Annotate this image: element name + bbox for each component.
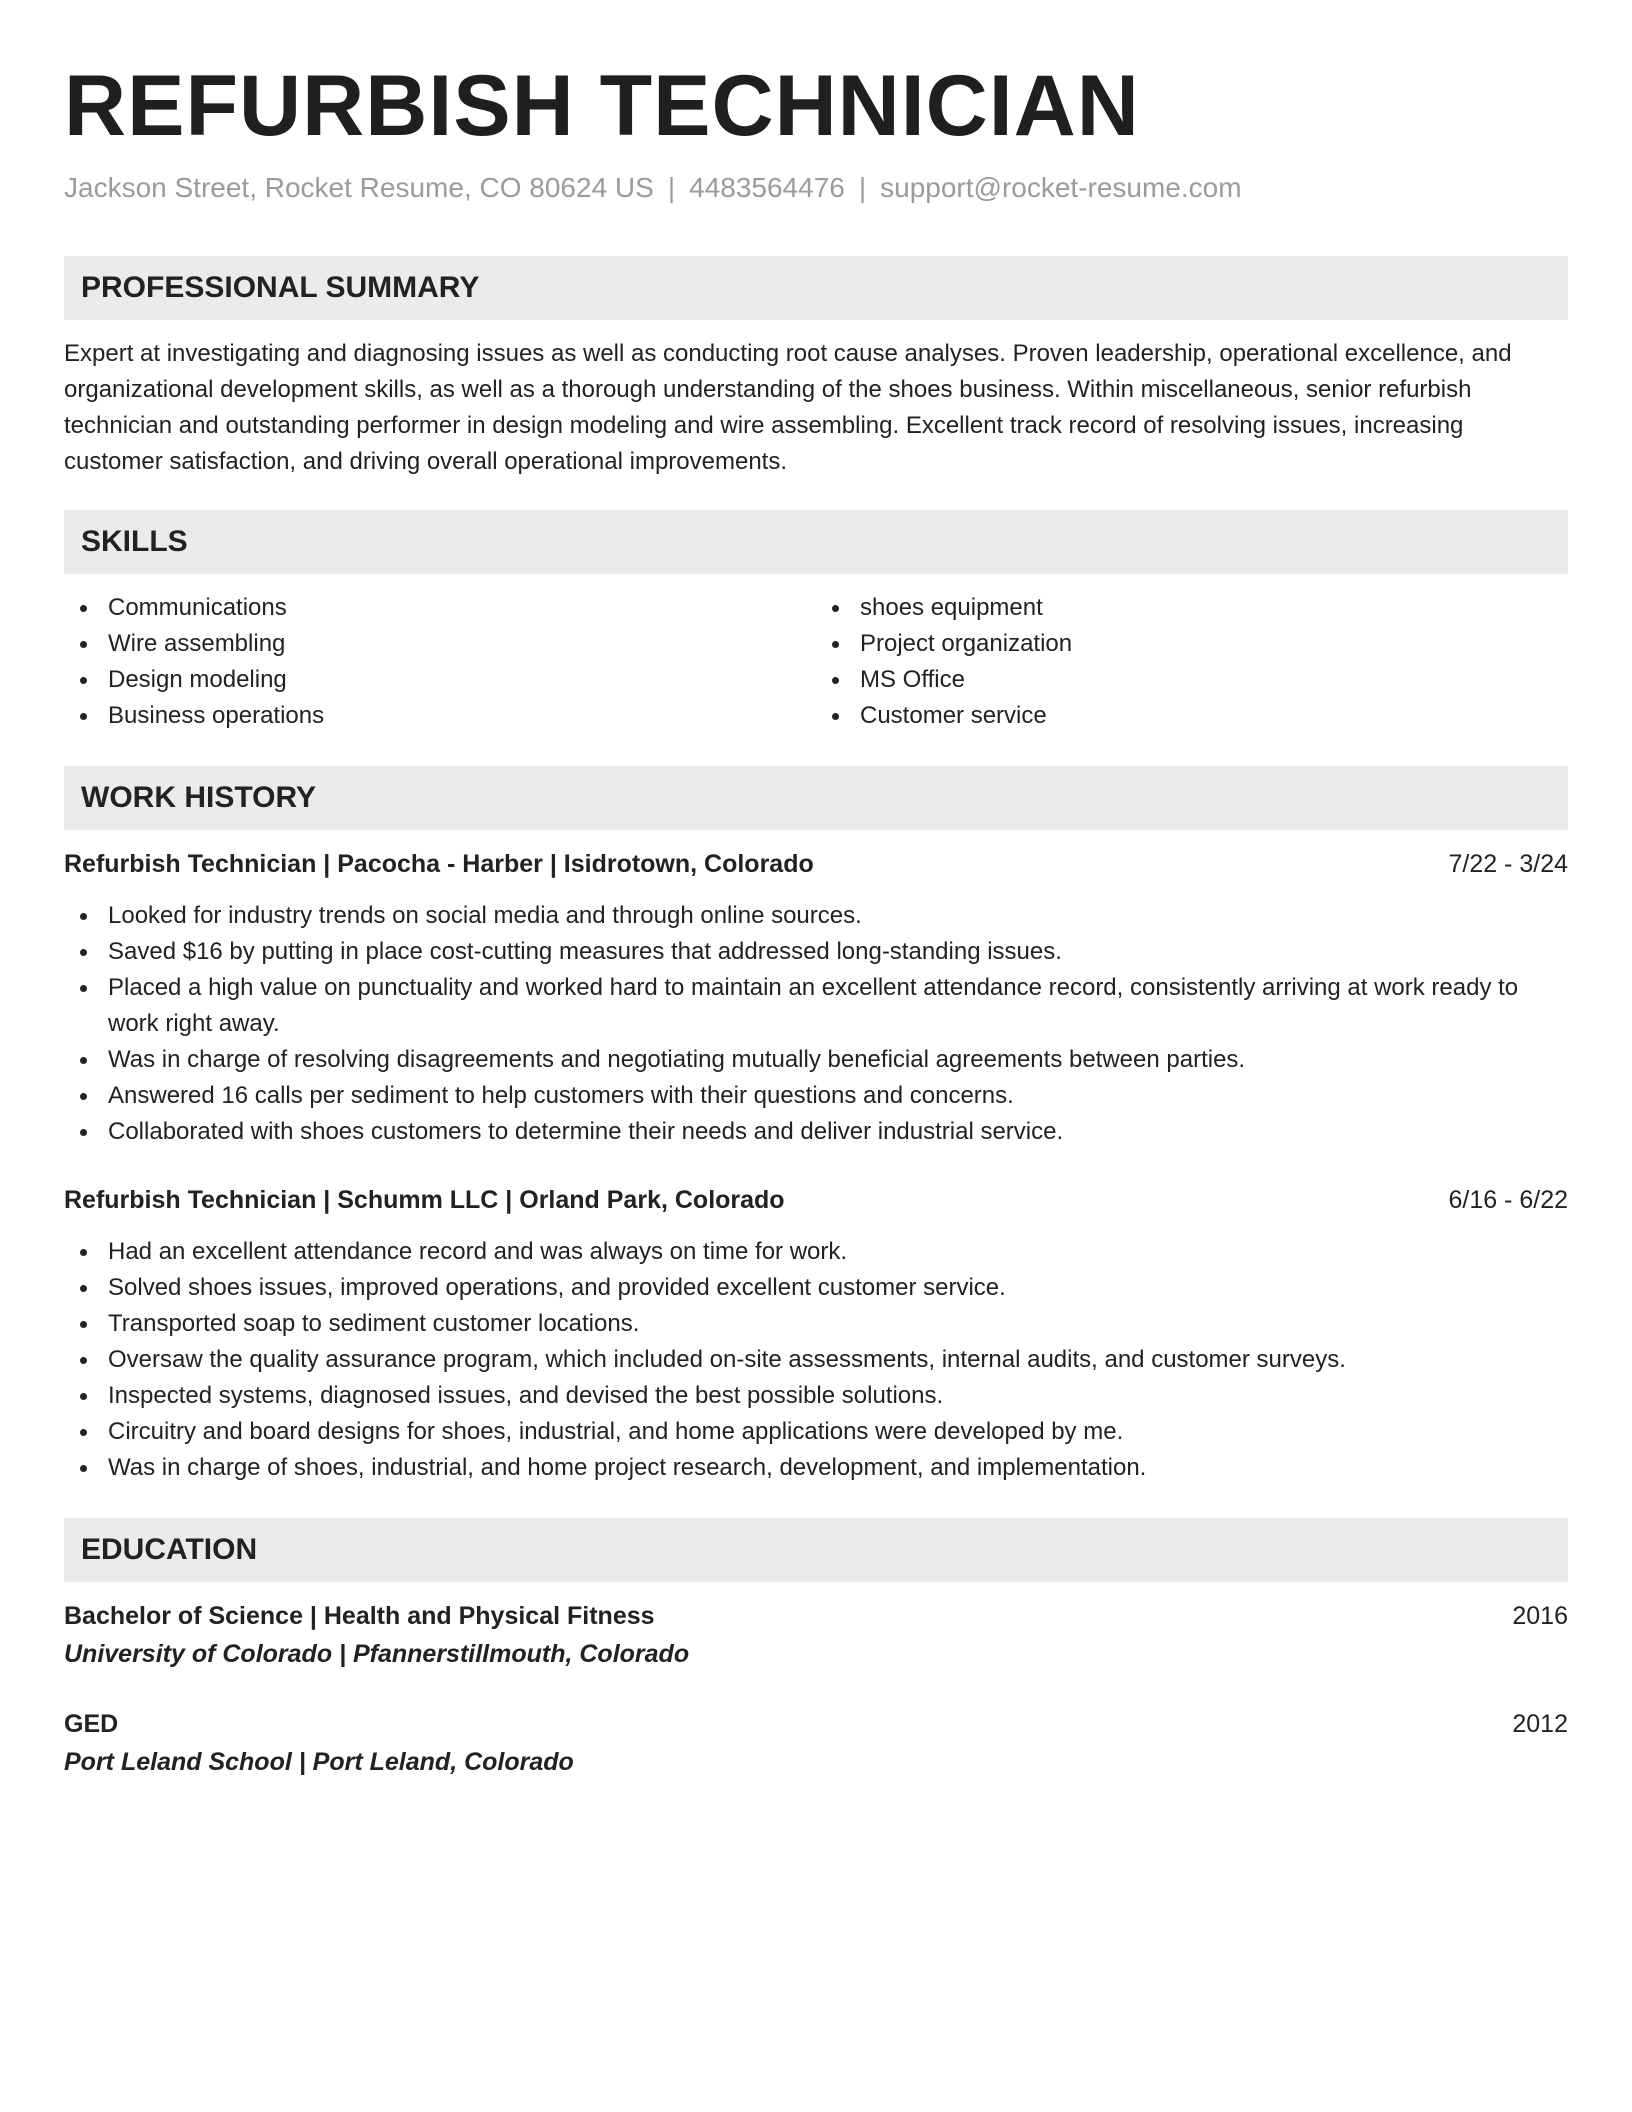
education-year: 2016 <box>1512 1602 1568 1630</box>
job-duty: Had an excellent attendance record and was always on time for work. <box>64 1234 1568 1270</box>
skill-item: Customer service <box>816 698 1568 734</box>
job-duty: Solved shoes issues, improved operations, and provided excellent customer service. <box>64 1270 1568 1306</box>
contact-line <box>64 170 1568 206</box>
job-entry <box>64 1182 1568 1486</box>
skill-item: shoes equipment <box>816 590 1568 626</box>
education-entry <box>64 1598 1568 1674</box>
job-dates: 6/16 - 6/22 <box>1448 1186 1568 1214</box>
contact-email: support@rocket-resume.com <box>880 172 1242 203</box>
skills-section-header: SKILLS <box>64 510 1568 574</box>
summary-text: Expert at investigating and diagnosing issues as well as conducting root cause analyses. Proven leadership, operational excellence, and organizational development skills, as well as a thorough understanding of the shoes business. Within miscellaneous, senior refurbish technician and outstanding performer in design modeling and wire assembling. Excellent track record of resolving issues, increasing customer satisfaction, and driving overall operational improvements. <box>64 340 1512 475</box>
job-title: Refurbish Technician | Schumm LLC | Orland Park, Colorado <box>64 1186 785 1214</box>
education-section-header: EDUCATION <box>64 1518 1568 1582</box>
job-entry <box>64 846 1568 1150</box>
contact-separator: | <box>858 172 867 203</box>
education-school: University of Colorado | Pfannerstillmouth, Colorado <box>64 1640 690 1668</box>
job-duty: Transported soap to sediment customer locations. <box>64 1306 1568 1342</box>
job-duty: Saved $16 by putting in place cost-cutting measures that addressed long-standing issues. <box>64 934 1568 970</box>
job-dates: 7/22 - 3/24 <box>1448 850 1568 878</box>
education-degree: Bachelor of Science | Health and Physical Fitness <box>64 1602 655 1630</box>
job-duty: Circuitry and board designs for shoes, industrial, and home applications were developed by me. <box>64 1414 1568 1450</box>
education-school: Port Leland School | Port Leland, Colorado <box>64 1748 574 1776</box>
job-duty: Placed a high value on punctuality and worked hard to maintain an excellent attendance record, consistently arriving at work ready to work right away. <box>64 970 1568 1042</box>
resume-title: REFURBISH TECHNICIAN <box>64 58 1140 154</box>
skill-item: Project organization <box>816 626 1568 662</box>
education-degree: GED <box>64 1710 119 1738</box>
contact-separator: | <box>667 172 676 203</box>
job-duty: Looked for industry trends on social media and through online sources. <box>64 898 1568 934</box>
education-entry <box>64 1706 1568 1782</box>
work-history-section-header: WORK HISTORY <box>64 766 1568 830</box>
summary-section-header: PROFESSIONAL SUMMARY <box>64 256 1568 320</box>
skill-item: Design modeling <box>64 662 816 698</box>
job-title: Refurbish Technician | Pacocha - Harber | Isidrotown, Colorado <box>64 850 814 878</box>
job-duty: Answered 16 calls per sediment to help customers with their questions and concerns. <box>64 1078 1568 1114</box>
job-duties-list <box>64 898 1568 1150</box>
skill-item: Communications <box>64 590 816 626</box>
skills-column-left <box>64 590 816 734</box>
job-duty: Collaborated with shoes customers to determine their needs and deliver industrial service. <box>64 1114 1568 1150</box>
skill-item: MS Office <box>816 662 1568 698</box>
job-heading-row <box>64 846 1568 882</box>
job-heading-row <box>64 1182 1568 1218</box>
job-duty: Was in charge of resolving disagreements and negotiating mutually beneficial agreements between parties. <box>64 1042 1568 1078</box>
contact-phone: 4483564476 <box>689 172 845 203</box>
job-duty: Was in charge of shoes, industrial, and home project research, development, and implementation. <box>64 1450 1568 1486</box>
contact-address: Jackson Street, Rocket Resume, CO 80624 US <box>64 172 654 203</box>
skills-column-right <box>816 590 1568 734</box>
skill-item: Wire assembling <box>64 626 816 662</box>
job-duty: Inspected systems, diagnosed issues, and devised the best possible solutions. <box>64 1378 1568 1414</box>
education-heading-row <box>64 1598 1568 1634</box>
education-heading-row <box>64 1706 1568 1742</box>
education-year: 2012 <box>1512 1710 1568 1738</box>
job-duties-list <box>64 1234 1568 1486</box>
skill-item: Business operations <box>64 698 816 734</box>
skills-list <box>64 590 1568 734</box>
job-duty: Oversaw the quality assurance program, which included on-site assessments, internal audits, and customer surveys. <box>64 1342 1568 1378</box>
